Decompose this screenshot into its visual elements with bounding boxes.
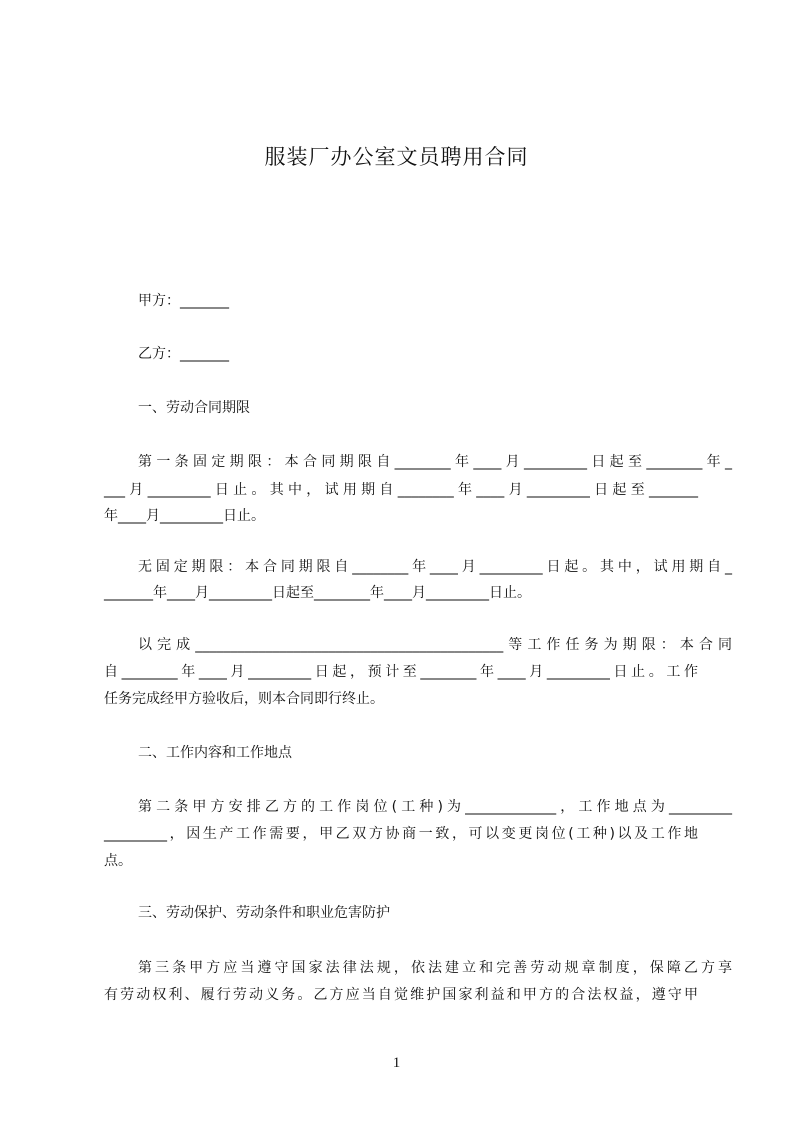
indefinite-term-line-2: _______年____月_________日起至________年____月_________日止。 <box>104 585 531 601</box>
article-1-line-2: ___月_________日止。其中，试用期自________年____月_________日起至_______ <box>104 482 698 498</box>
article-2-line-3: 点。 <box>104 853 132 869</box>
party-b-line: 乙方：_______ <box>138 346 229 362</box>
section-1-heading: 一、劳动合同期限 <box>138 400 250 416</box>
article-1-line-3: 年____月_________日止。 <box>104 508 265 524</box>
article-3-line-1: 第三条甲方应当遵守国家法律法规，依法建立和完善劳动规章制度，保障乙方享 <box>138 960 732 976</box>
article-3-line-2: 有劳动权利、履行劳动义务。乙方应当自觉维护国家利益和甲方的合法权益，遵守甲 <box>104 987 698 1003</box>
section-2-heading: 二、工作内容和工作地点 <box>138 745 292 761</box>
task-term-line-2: 自________年____月_________日起，预计至________年____月_________日止。工作 <box>104 664 698 680</box>
section-3-heading: 三、劳动保护、劳动条件和职业危害防护 <box>138 905 390 921</box>
article-2-line-2: _________，因生产工作需要，甲乙双方协商一致，可以变更岗位(工种)以及工作地 <box>104 826 698 842</box>
article-1-line-1: 第一条固定期限：本合同期限自________年____月_________日起至________年_ <box>138 454 732 470</box>
party-a-line: 甲方：_______ <box>138 293 229 309</box>
document-title: 服装厂办公室文员聘用合同 <box>264 145 529 169</box>
page-number: 1 <box>392 1055 401 1071</box>
article-2-line-1: 第二条甲方安排乙方的工作岗位(工种)为_____________，工作地点为_________ <box>138 799 732 815</box>
task-term-line-1: 以完成____________________________________________等工作任务为期限：本合同 <box>138 637 732 653</box>
indefinite-term-line-1: 无固定期限：本合同期限自________年____月_________日起。其中，试用期自_ <box>138 559 732 575</box>
task-term-line-3: 任务完成经甲方验收后，则本合同即行终止。 <box>104 691 384 707</box>
